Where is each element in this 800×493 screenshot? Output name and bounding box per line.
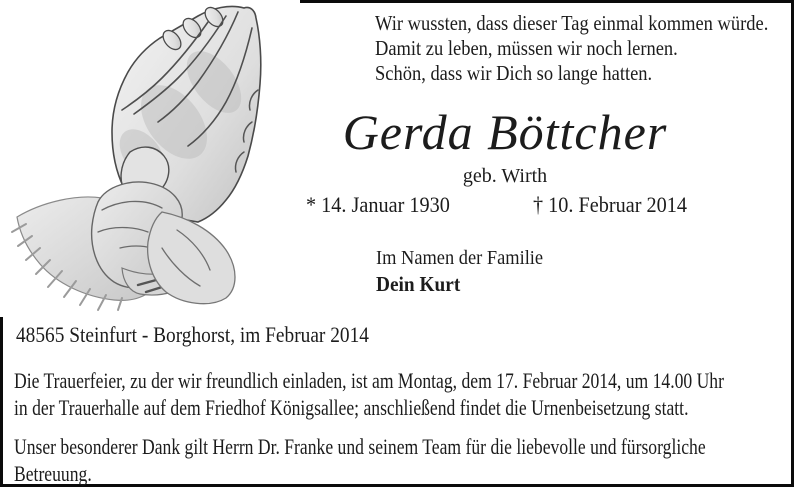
birth-date: * 14. Januar 1930 — [306, 192, 450, 217]
funeral-info — [14, 367, 724, 421]
thanks-line-2: Betreuung. — [14, 461, 92, 486]
place-date-line: 48565 Steinfurt - Borghorst, im Februar 2014 — [16, 322, 369, 347]
funeral-info-line-1: Die Trauerfeier, zu der wir freundlich einladen, ist am Montag, dem 17. Februar 2014, um 14.00 Uhr — [14, 368, 724, 393]
mourners-intro: Im Namen der Familie — [376, 247, 544, 269]
deceased-name-block — [300, 106, 710, 159]
notice-border-top — [300, 0, 794, 3]
praying-hands-image — [2, 2, 324, 312]
maiden-name: geb. Wirth — [462, 165, 548, 187]
praying-hands-icon — [2, 2, 324, 312]
mourners-signature: Dein Kurt — [376, 272, 461, 296]
epigraph — [375, 11, 768, 86]
funeral-info-line-2: in der Trauerhalle auf dem Friedhof Königsallee; anschließend findet die Urnenbeisetzung statt. — [14, 395, 689, 420]
thanks-line-1: Unser besonderer Dank gilt Herrn Dr. Franke und seinem Team für die liebevolle und fürsorgliche — [14, 434, 706, 459]
epigraph-line-1: Wir wussten, dass dieser Tag einmal kommen würde. — [375, 11, 769, 35]
epigraph-line-2: Damit zu leben, müssen wir noch lernen. — [375, 36, 678, 60]
deceased-name: Gerda Böttcher — [342, 104, 668, 160]
mourners-block — [376, 245, 543, 297]
epigraph-line-3: Schön, dass wir Dich so lange hatten. — [375, 61, 653, 85]
thanks-note — [14, 433, 706, 487]
notice-border-right — [791, 0, 794, 487]
death-date: † 10. Februar 2014 — [533, 192, 688, 217]
notice-border-left — [0, 317, 3, 487]
